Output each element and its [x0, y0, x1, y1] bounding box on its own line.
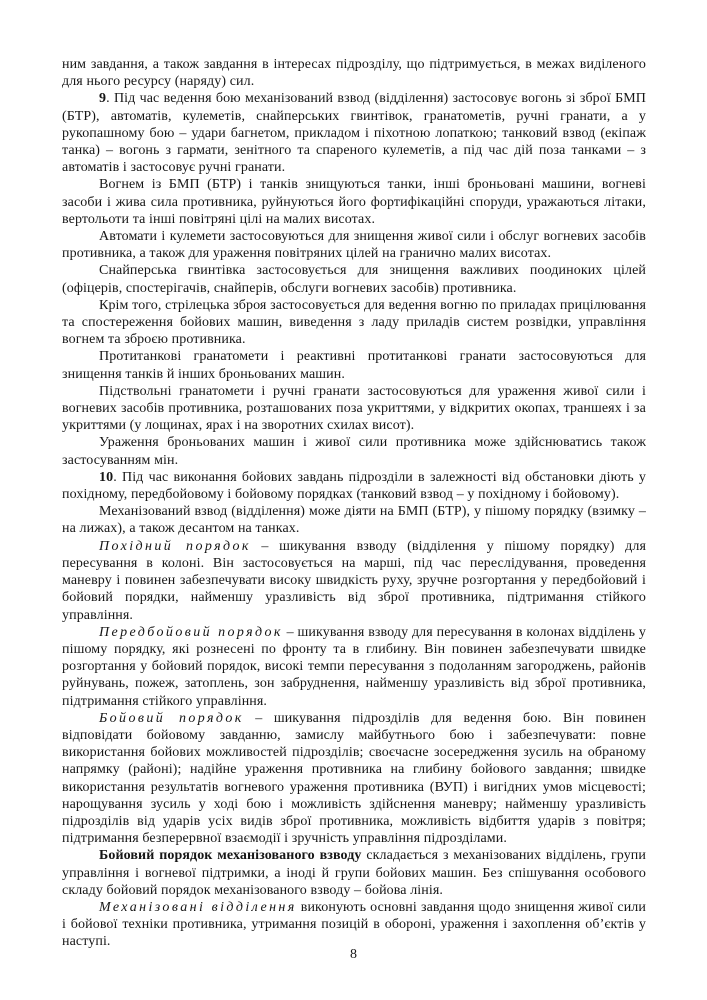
paragraph	[62, 348, 646, 382]
text-run-bold: 10	[99, 469, 114, 485]
paragraph	[62, 710, 646, 848]
paragraph	[62, 228, 646, 262]
text-run-italic-spaced: Механізовані відділення	[99, 899, 297, 915]
text-run: Вогнем із БМП (БТР) і танків знищуються танки, інші броньовані машини, вогневі засоби і жива сила противника, руйнуються його фортифікаційні споруди, уражаються літаки, вертольоти та інші повітряні цілі на малих висотах.	[62, 177, 646, 227]
text-run-italic-spaced: Передбойовий порядок	[99, 624, 283, 640]
paragraph	[62, 176, 646, 228]
text-run: – шикування підрозділів для ведення бою. Він повинен відповідати бойовому завданню, замислу майбутнього бою і забезпечувати: повне використання бойових можливостей підрозділів; своєчасне зосередження зусиль на обраному напрямку (районі); надійне ураження противника на глибину бойового завдання; швидке використання результатів вогневого ураження противника (ВУП) і вигідних умов місцевості; нарощування зусиль у ході бою і можливість здійснення маневру; найменшу уразливість підрозділів від ударів усіх видів зброї противника, можливість відбиття ударів з повітря; підтримання безперервної взаємодії і зручність управління підрозділами.	[62, 710, 646, 847]
paragraph	[62, 90, 646, 176]
text-run: Протитанкові гранатомети і реактивні протитанкові гранати застосовуються для знищення танків й інших броньованих машин.	[62, 349, 646, 382]
text-run: Підствольні гранатомети і ручні гранати застосовуються для ураження живої сили і вогневих засобів противника, розташованих поза укриттями, у відкритих окопах, траншеях і за укриттями (у лощинах, ярах і на зворотних схилах висот).	[62, 383, 646, 434]
text-run-italic-spaced: Бойовий порядок	[99, 710, 244, 726]
paragraph	[62, 624, 646, 710]
document-body	[62, 56, 646, 951]
paragraph	[62, 899, 646, 951]
text-run: Автомати і кулемети застосовуються для знищення живої сили і обслуг вогневих засобів противника, а також для ураження повітряних цілей на гранично малих висотах.	[62, 229, 646, 262]
paragraph	[62, 383, 646, 435]
paragraph	[62, 434, 646, 468]
text-run: . Під час ведення бою механізований взвод (відділення) застосовує вогонь зі зброї БМП (БТР), автоматів, кулеметів, снайперських гвинтівок, гранатометів, ручні гранати, а у рукопашному бою – удари багнетом, прикладом і піхотною лопаткою; танковий взвод (екіпаж танка) – вогонь з гармати, зенітного та спареного кулеметів, а під час дій поза танками – з автоматів і застосовує ручні гранати.	[62, 91, 646, 176]
text-run: . Під час виконання бойових завдань підрозділи в залежності від обстановки діють у похідному, передбойовому і бойовому порядках (танковий взвод – у похідному і бойовому).	[62, 469, 646, 503]
text-run: Крім того, стрілецька зброя застосовується для ведення вогню по приладах прицілювання та спостереження бойових машин, виведення з ладу приладів систем розвідки, управління вогнем та зброєю противника.	[62, 297, 646, 348]
text-run-bold: Бойовий порядок механізованого взводу	[99, 848, 362, 864]
paragraph	[62, 56, 646, 90]
paragraph	[62, 297, 646, 349]
page-number: 8	[350, 947, 357, 962]
paragraph	[62, 847, 646, 899]
text-run: Ураження броньованих машин і живої сили противника може здійснюватись також застосуванням мін.	[62, 435, 646, 468]
text-run: складається з механізованих відділень, групи управління і вогневої підтримки, а іноді й групи бойових машин. Без спішування особового складу бойовий порядок механізованого взводу – бойова лінія.	[62, 848, 646, 898]
text-run-bold: 9	[99, 91, 107, 107]
paragraph	[62, 538, 646, 624]
text-run: Снайперська гвинтівка застосовується для знищення важливих поодиноких цілей (офіцерів, спостерігачів, снайперів, обслуги вогневих засобів) противника.	[62, 263, 646, 296]
text-run: – шикування взводу (відділення у пішому порядку) для пересування в колоні. Він застосовується на марші, під час переслідування, проведення маневру і повинен забезпечувати високу швидкість руху, зручне розгортання у передбойовий і бойовий порядки, найменшу уразливість від зброї противника, підтримання стійкого управління.	[62, 538, 646, 623]
text-run: виконують основні завдання щодо знищення живої сили і бойової техніки противника, утримання позицій в обороні, ураження і захоплення об’єктів у наступі.	[62, 899, 646, 950]
paragraph	[62, 262, 646, 296]
text-run: Механізований взвод (відділення) може діяти на БМП (БТР), у пішому порядку (взимку – на лижах), а також десантом на танках.	[62, 504, 646, 537]
paragraph	[62, 503, 646, 537]
paragraph	[62, 469, 646, 503]
text-run: ним завдання, а також завдання в інтересах підрозділу, що підтримується, в межах виділеного для нього ресурсу (наряду) сил.	[62, 57, 646, 90]
text-run: – шикування взводу для пересування в колонах відділень у пішому порядку, які рознесені по фронту та в глибину. Він повинен забезпечувати швидке розгортання у бойовий порядок, високі темпи пересування з подоланням загороджень, районів руйнувань, пожеж, затоплень, зон забруднення, найменшу уразливість від зброї противника, підтримання стійкого управління.	[62, 624, 646, 709]
text-run-italic-spaced: Похідний порядок	[99, 538, 251, 554]
